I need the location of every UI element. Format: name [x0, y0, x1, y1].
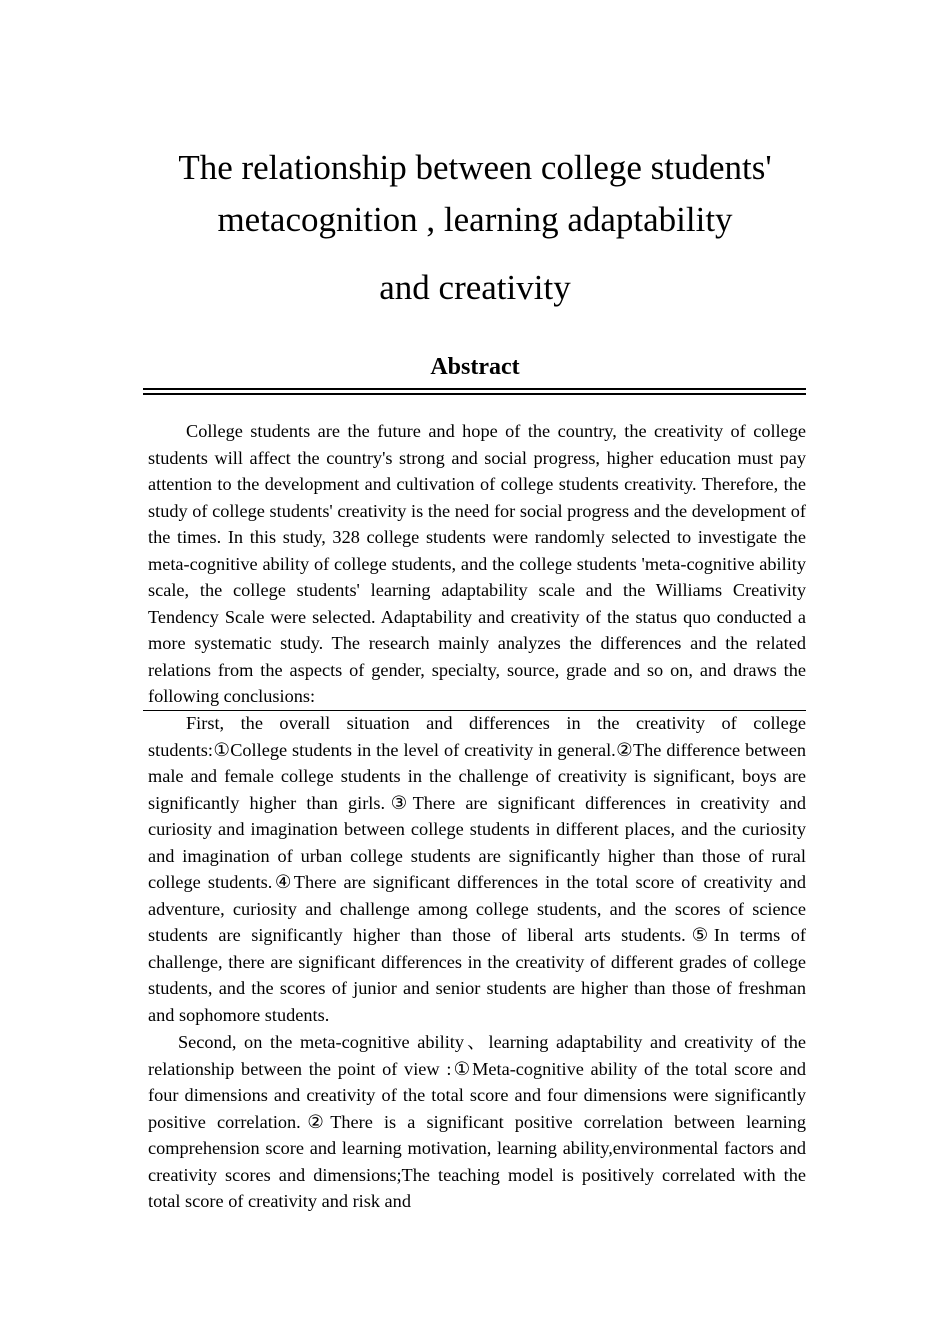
abstract-paragraph-3: Second, on the meta-cognitive ability、learning adaptability and creativity of the relationship between the point of view :①Meta-cognitive ability of the total score and four dimensions and creativity of the total score and four dimensions were significantly positive correlation.②There is a significant positive correlation between learning comprehension score and learning motivation, learning ability,environmental factors and creativity scores and dimensions;The teaching model is positively correlated with the total score of creativity and risk and: [148, 1032, 806, 1211]
title-line-1: The relationship between college students': [178, 148, 772, 187]
abstract-paragraph-1: College students are the future and hope of the country, the creativity of college students will affect the country's strong and social progress, higher education must pay attention to the development and cultivation of college students creativity. Therefore, the study of college students' creativity is the need for social progress and the development of the times. In this study, 328 college students were randomly selected to investigate the meta-cognitive ability of college students, and the college students 'meta-cognitive ability scale, the college students' learning adaptability scale and the Williams Creativity Tendency Scale were selected. Adaptability and creativity of the status quo conducted a more systematic study. The research mainly analyzes the differences and the related relations from the aspects of gender, specialty, source, grade and so on, and draws the following conclusions:: [148, 421, 806, 706]
title-line-2: metacognition , learning adaptability: [217, 200, 733, 239]
double-rule-divider: [143, 388, 806, 395]
abstract-heading: Abstract: [430, 354, 520, 380]
paper-title: [100, 142, 850, 246]
paper-title-line-3: and creativity: [379, 268, 571, 307]
abstract-paragraph-2: First, the overall situation and differences in the creativity of college students:①College students in the level of creativity in general.②The difference between male and female college students in the challenge of creativity is significant, boys are significantly higher than girls.③There are significant differences in creativity and curiosity and imagination between college students in different places, and the curiosity and imagination of urban college students are significantly higher than those of rural college students.④There are significant differences in the total score of creativity and adventure, curiosity and challenge among college students, and the scores of science students are significantly higher than those of liberal arts students.⑤In terms of challenge, there are significant differences in the creativity of different grades of college students, and the scores of junior and senior students are higher than those of freshman and sophomore students.: [148, 713, 806, 1025]
